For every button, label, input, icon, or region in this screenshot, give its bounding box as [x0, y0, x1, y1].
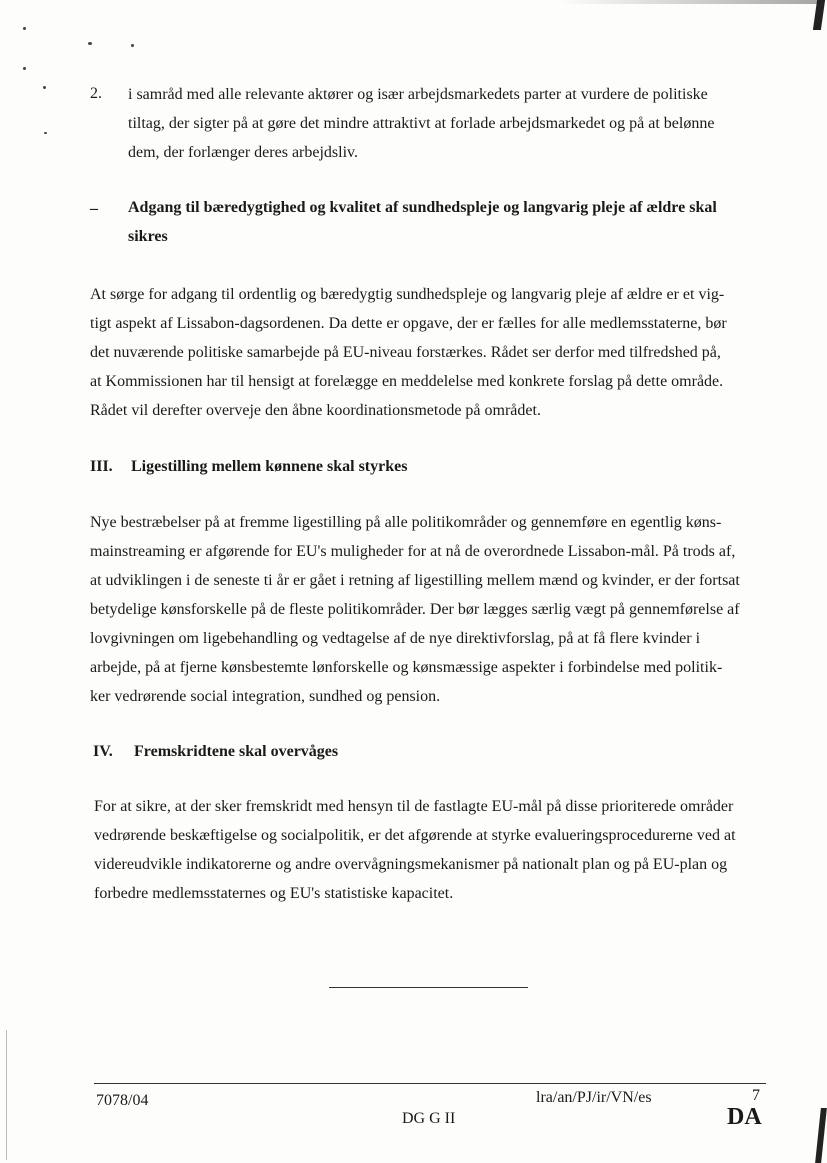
scan-left-edge-line	[6, 1030, 7, 1160]
text-line: det nuværende politiske samarbejde på EU-niveau forstærkes. Rådet ser derfor med tilfredshed på,	[90, 344, 721, 361]
end-rule	[329, 987, 528, 988]
scan-top-smudge	[560, 0, 820, 4]
section-title: Fremskridtene skal overvåges	[134, 743, 339, 760]
text-line: For at sikre, at der sker fremskridt med hensyn til de fastlagte EU-mål på disse prioriterede områder	[94, 798, 734, 815]
text-line: at Kommissionen har til hensigt at forelægge en meddelelse med konkrete forslag på dette område.	[90, 373, 724, 390]
scan-speck	[23, 27, 26, 30]
scan-speck	[88, 42, 92, 45]
subsection-heading	[128, 193, 717, 251]
scan-speck	[44, 132, 47, 134]
list-item-text	[128, 80, 714, 167]
text-line: at udviklingen i de seneste ti år er gået i retning af ligestilling mellem mænd og kvinder, er der fortsat	[90, 572, 740, 589]
text-line: tigt aspekt af Lissabon-dagsordenen. Da dette er opgave, der er fælles for alle medlemsstaterne, bør	[90, 315, 727, 332]
paragraph-health	[90, 280, 727, 425]
text-line: vedrørende beskæftigelse og socialpolitik, er det afgørende at styrke evalueringsprocedurerne ved at	[94, 827, 736, 844]
document-number: 7078/04	[96, 1092, 149, 1109]
scan-bottom-right-mark	[815, 1108, 827, 1163]
author-initials: lra/an/PJ/ir/VN/es	[536, 1089, 652, 1106]
text-line: betydelige kønsforskelle på de fleste politikområder. Der bør lægges særlig vægt på gennemførelse af	[90, 601, 740, 618]
section-title: Ligestilling mellem kønnene skal styrkes	[131, 458, 408, 475]
paragraph-monitoring	[94, 792, 736, 908]
text-line: arbejde, på at fjerne kønsbestemte lønforskelle og kønsmæssige aspekter i forbindelse med politik-	[90, 659, 723, 676]
text-line: mainstreaming er afgørende for EU's muligheder for at nå de overordnede Lissabon-mål. På trods af,	[90, 543, 736, 560]
text-line: tiltag, der sigter på at gøre det mindre attraktivt at forlade arbejdsmarkedet og på at belønne	[128, 115, 715, 132]
text-line: i samråd med alle relevante aktører og især arbejdsmarkedets parter at vurdere de politiske	[128, 86, 708, 103]
scan-speck	[23, 67, 26, 70]
text-line: Rådet vil derefter overveje den åbne koordinationsmetode på området.	[90, 402, 541, 419]
directorate: DG G II	[402, 1110, 456, 1127]
scan-speck	[131, 44, 134, 47]
text-line: Nye bestræbelser på at fremme ligestilling på alle politikområder og gennemføre en egentlig køns-	[90, 514, 722, 531]
paragraph-gender-equality	[90, 508, 740, 711]
heading-line: sikres	[128, 228, 168, 245]
footer-rule	[94, 1083, 766, 1084]
text-line: forbedre medlemsstaternes og EU's statistiske kapacitet.	[94, 885, 454, 902]
text-line: videreudvikle indikatorerne og andre overvågningsmekanismer på nationalt plan og på EU-plan og	[94, 856, 728, 873]
text-line: At sørge for adgang til ordentlig og bæredygtig sundhedspleje og langvarig pleje af ældre er et vig-	[90, 286, 725, 303]
text-line: ker vedrørende social integration, sundhed og pension.	[90, 688, 441, 705]
text-line: lovgivningen om ligebehandling og vedtagelse af de nye direktivforslag, på at få flere kvinder i	[90, 630, 701, 647]
page-number: 7	[752, 1087, 760, 1104]
section-numeral: IV.	[93, 743, 113, 760]
language-code: DA	[727, 1104, 762, 1130]
dash-marker: –	[90, 200, 98, 217]
heading-line: Adgang til bæredygtighed og kvalitet af sundhedspleje og langvarig pleje af ældre skal	[128, 199, 717, 216]
scan-speck	[43, 86, 46, 89]
list-item-number: 2.	[90, 85, 102, 102]
section-numeral: III.	[90, 458, 113, 475]
scan-top-right-mark	[813, 0, 825, 30]
text-line: dem, der forlænger deres arbejdsliv.	[128, 144, 358, 161]
